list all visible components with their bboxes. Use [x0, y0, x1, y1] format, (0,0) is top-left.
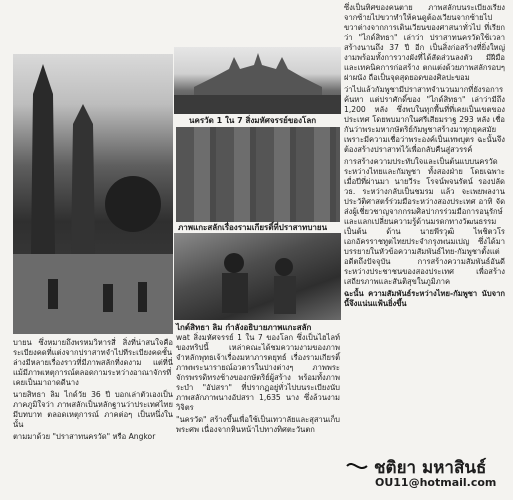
paragraph: ว่าไปแล้วกัมพูชามีปราสาทจำนวนมากที่ยังรอการค้นหา แต่ปราศักดิ์ของ "ไกด์สิทธา" เล่าว่ามีถึง 1,200 หลัง ซึ่งพบในทุกพื้นที่ที่เคยเป็นเขตของประเทศ โดยพบมากในศรีเสียมราฐ 293 หลัง เชื่อกันว่าพระมหากษัตริย์กัมพูชาสร้างมาทุกยุคสมัย เพราะมีความเชื่อว่าพระองค์เป็นเทพบุตร ฉะนั้นจึงต้องสร้างปราสาทไว้เพื่อกลับคืนสู่สวรรค์	[344, 85, 505, 154]
photo-angkor-wat	[174, 47, 341, 114]
paragraph: wat สิ่งมหัศจรรย์ 1 ใน 7 ของโลก ซึ่งเป็นไฮไลท์ของทริปนี้ เหล่าคณะได้ชมความงามของภาพจำหลักพุทธเจ้าเรื่องมหาภารตยุทธ์ เรื่องรามเกียรติ์ ภาพพระนารายณ์อวตารในปางต่างๆ ภาพพระจักรพรรดิทรงช้างของกษัตริย์ผู้สร้าง พร้อมทั้งภาพระบำ "อัปสรา" ที่ปรากฏอยู่ทั่วไปบนระเบียงนับภาพสลักภาพนางอัปสรา 1,635 นาง ซึ่งล้วนงามวิจิตร	[176, 333, 340, 412]
author-email: OU11@hotmail.com	[375, 476, 497, 489]
paragraph: การสร้างความประทับใจและเป็นต้นแบบนครวัด ระหว่างไทยและกัมพูชา ทั้งสองฝ่าย โดยเฉพาะเมื่อปีที่ผ่านมา นายวีระ โรจน์พจนรัตน์ รองปลัด วธ. ระหว่างกลับเป็นชมรม แล้ว จะเพยพลงานประวัติศาสตร์ร่วมมือระหว่างสองประเทศ อาทิ จัดส่งผู้เชี่ยวชาญจากกรมศิลปากรร่วมมือการอนุรักษ์ และแลกเปลี่ยนความรู้ด้านมรดกทางวัฒนธรรม เป็นต้น ด้าน นายพีรวุฒิ ไพชิตวโร เอกอัครราชทูตไทยประจำกรุงพนมเปญ ซึ่งได้มาบรรยายในหัวข้อความสัมพันธ์ไทย-กัมพูชาตั้งแต่อดีตถึงปัจจุบัน การสร้างความสัมพันธ์อันดีระหว่างประชาชนของสองประเทศ เพื่อสร้างเสถียรภาพและสันติสุขในภูมิภาค	[344, 157, 505, 286]
ornament-icon	[345, 459, 369, 473]
photo-ramayana-relief	[176, 127, 340, 222]
paragraph: "นครวัด" สร้างขึ้นเพื่อใช้เป็นเทวาลัยและสุสานเก็บพระศพ เนื่องจากหินหน้าไปทางทิศตะวันตก	[176, 415, 340, 434]
article-column-3	[344, 3, 505, 311]
caption-guide: ไกด์สิทธา ลิม กำลังอธิบายภาพแกะสลัก	[176, 323, 312, 332]
article-column-1	[13, 338, 173, 444]
paragraph: บายน ซึ่งหมายถึงพรหมวิหารสี่ สิ่งที่น่าสนใจคือระเบียงคดที่แต่งจากปราสาทจำไปทีระเบียงคดชั้นล่างมีหลายเรื่องราวที่มีภาพสลักที่งดงาม แต่ที่นี่แม้มีภาพเหตุการณ์ตลอดกามระหว่างอาณาจักรที่เคยเป็นมาถาดดีนาง	[13, 338, 173, 387]
paragraph: ตามมาด้วย "ปราสาทนครวัด" หรือ Angkor	[13, 432, 156, 441]
paragraph: นายสิทธา ลิม ไกด์วัย 36 ปี บอกเล่าตัวเองเป็นภาคภูมิใจว่า ภาพสลักเป็นหลักฐานว่าประเทศไทยมีบทบาท ตลอดเหตุการณ์ ภาคต่อๆ เป็นหนึ่งในนั้น	[13, 390, 173, 429]
paragraph: ฉะนั้น ความสัมพันธ์ระหว่างไทย-กัมพูชา นับจากนี้จึงแน่นแฟ้นยิ่งขึ้น	[344, 289, 505, 308]
caption-ramayana-relief: ภาพแกะสลักเรื่องรามเกียรติ์ที่ปราสาทบายน	[178, 223, 328, 232]
article-column-2	[176, 333, 340, 437]
caption-angkor-wat: นครวัด 1 ใน 7 สิ่งมหัศจรรย์ของโลก	[189, 116, 317, 125]
author-name: ชติยา มหาสินธ์	[374, 458, 487, 478]
photo-bayon-towers	[13, 54, 173, 334]
paragraph: ซึ่งเป็นทิศของคนตาย ภาพสลักบนระเบียงเรียงจากซ้ายไปขวาทำให้คนดูต้องเวียนจากซ้ายไปขวาต่างจากการเดินเวียนของศาสนาทั่วไป ที่เรียกว่า "ไกด์สิทธา" เล่าว่า ปราสาทนครวัดใช้เวลาสร้างนานถึง 37 ปี อีก เป็นสิ่งก่อสร้างที่ยิ่งใหญ่งามพร้อมทั้งการวางผังที่ได้สัดส่วนลงตัว มีฝีมือและเทคนิคการก่อสร้าง ตกแต่งด้วยภาพสลักรอบๆ ฝาผนัง ถือเป็นจุดสุดยอดของศิลปะขอม	[344, 3, 505, 82]
photo-guide	[174, 233, 341, 320]
